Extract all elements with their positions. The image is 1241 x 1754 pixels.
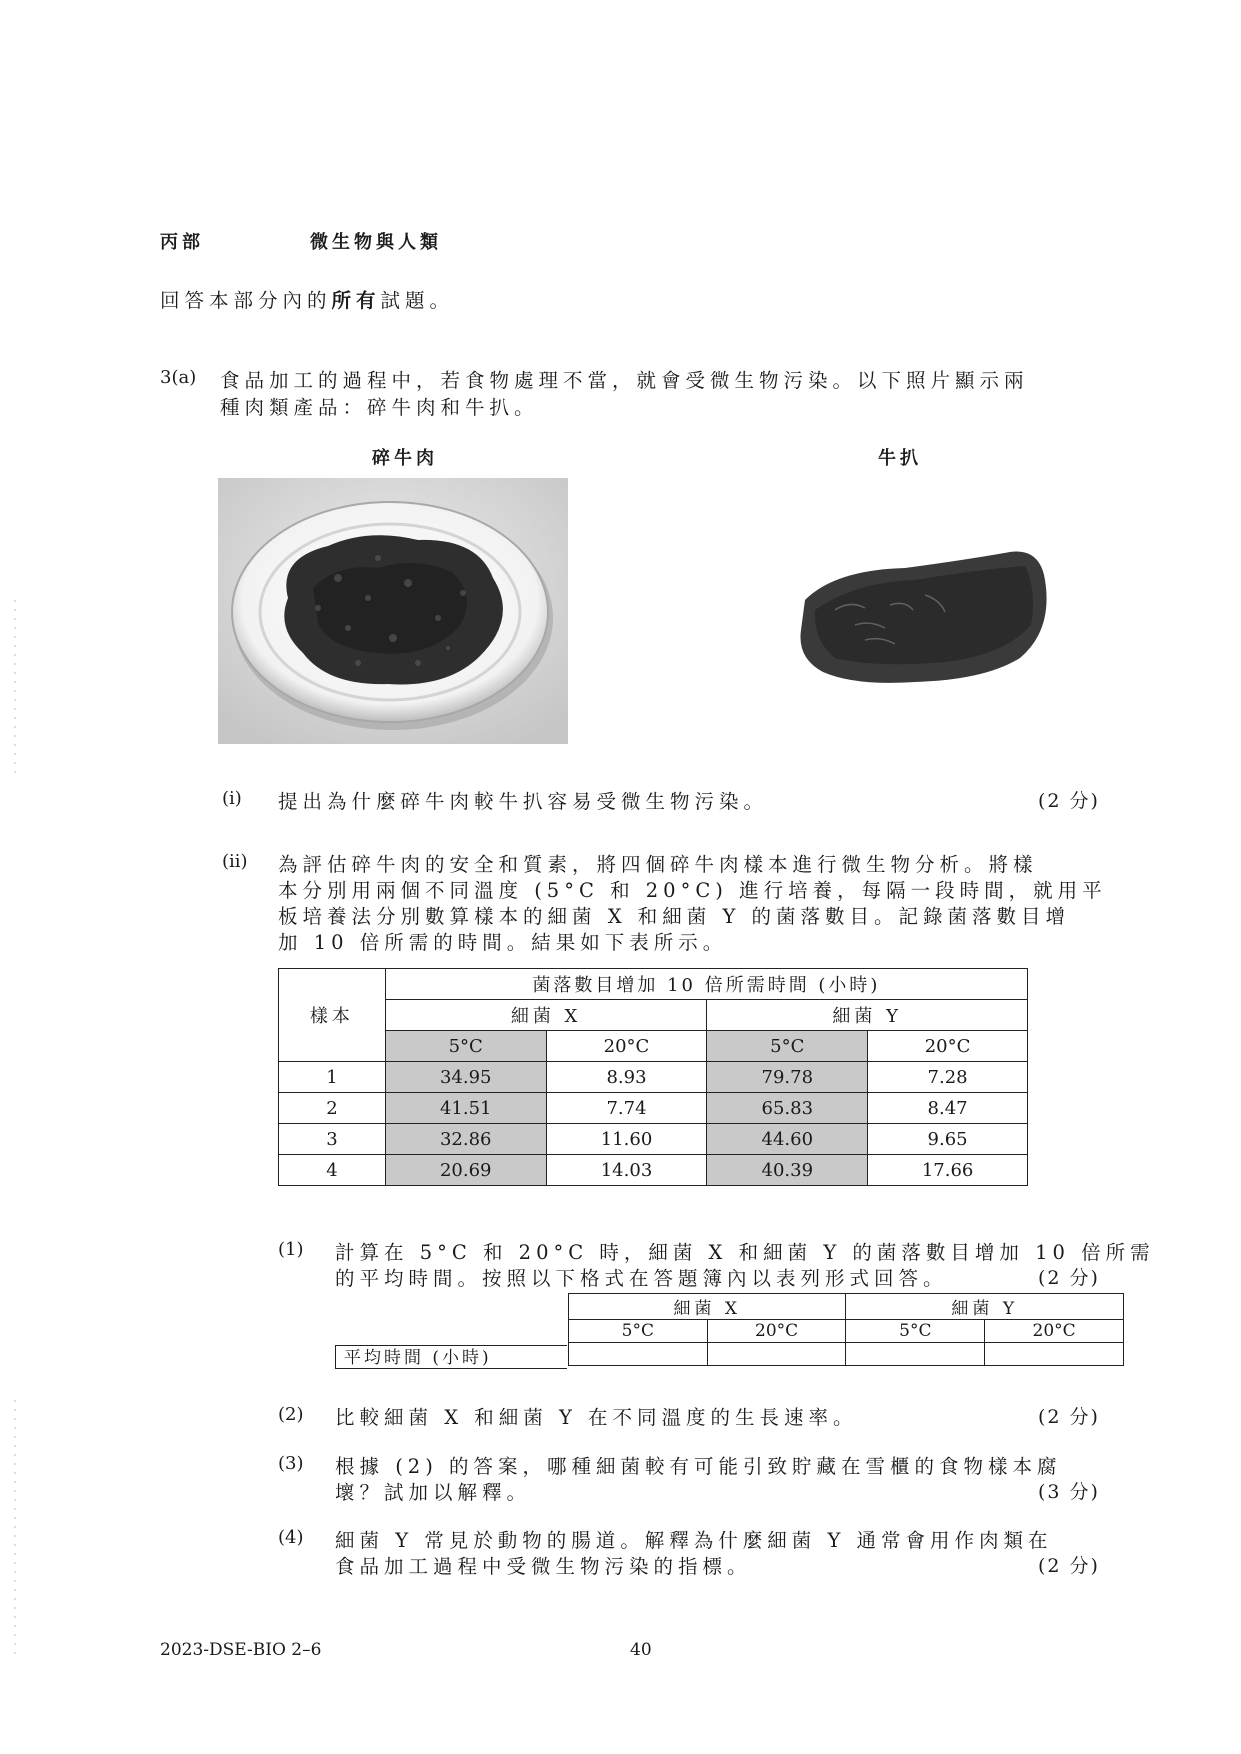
y-20c-value: 7.28 (868, 1062, 1028, 1093)
answer-header-y-5c: 5°C (846, 1320, 985, 1343)
minced-beef-photo (218, 478, 568, 744)
steak-photo (795, 540, 1055, 700)
x-5c-value: 20.69 (385, 1155, 546, 1186)
answer-cell (985, 1343, 1124, 1366)
y-5c-value: 40.39 (707, 1155, 868, 1186)
steak-illustration (795, 540, 1055, 700)
y-5c-value: 79.78 (707, 1062, 868, 1093)
part-number-4: (4) (278, 1527, 304, 1548)
table-row (279, 1062, 1028, 1093)
q-ii-line1: 為評估碎牛肉的安全和質素，將四個碎牛肉樣本進行微生物分析。將樣 (278, 853, 1038, 876)
q1-line2: 的平均時間。按照以下格式在答題簿內以表列形式回答。 (335, 1267, 948, 1290)
header-x-5c: 5°C (385, 1031, 546, 1062)
x-20c-value: 14.03 (546, 1155, 707, 1186)
q4-marks: (2 分) (1038, 1555, 1100, 1577)
q-ii-line4: 加 10 倍所需的時間。結果如下表所示。 (278, 931, 728, 954)
part-number-1: (1) (278, 1239, 304, 1260)
header-y-5c: 5°C (707, 1031, 868, 1062)
answer-cell (707, 1343, 846, 1366)
answer-header-bacteria-y: 細菌 Y (846, 1294, 1124, 1320)
q3a-line1: 食品加工的過程中，若食物處理不當，就會受微生物污染。以下照片顯示兩 (220, 369, 1029, 392)
question-number-3a: 3(a) (160, 367, 197, 388)
scan-margin-marks (14, 600, 16, 780)
answer-header-y-20c: 20°C (985, 1320, 1124, 1343)
sample-number: 2 (279, 1093, 386, 1124)
scan-margin-marks (14, 1400, 16, 1660)
header-x-20c: 20°C (546, 1031, 707, 1062)
q2-text: 比較細菌 X 和細菌 Y 在不同溫度的生長速率。 (335, 1406, 858, 1429)
y-5c-value: 65.83 (707, 1093, 868, 1124)
q-i-text: 提出為什麼碎牛肉較牛扒容易受微生物污染。 (278, 790, 769, 813)
q2-marks: (2 分) (1038, 1406, 1100, 1428)
part-number-2: (2) (278, 1404, 304, 1425)
q4-line2: 食品加工過程中受微生物污染的指標。 (335, 1555, 752, 1578)
q-ii-line2: 本分別用兩個不同溫度 (5°C 和 20°C) 進行培養，每隔一段時間，就用平 (278, 879, 1107, 902)
answer-header-x-5c: 5°C (569, 1320, 708, 1343)
instruction-post: 試題。 (380, 289, 455, 312)
answer-row-label: 平均時間 (小時) (335, 1345, 567, 1369)
table-row (279, 1124, 1028, 1155)
q3-marks: (3 分) (1038, 1481, 1100, 1503)
section-instruction (160, 285, 454, 313)
photo-caption-steak: 牛扒 (878, 448, 922, 469)
subquestion-number-ii: (ii) (222, 851, 248, 872)
answer-cell (846, 1343, 985, 1366)
q3-line1: 根據 (2) 的答案，哪種細菌較有可能引致貯藏在雪櫃的食物樣本腐 (335, 1455, 1062, 1478)
section-label: 丙部 (160, 232, 204, 253)
q-i-marks: (2 分) (1038, 790, 1100, 812)
paper-code: 2023-DSE-BIO 2–6 (160, 1640, 322, 1660)
answer-header-bacteria-x: 細菌 X (569, 1294, 846, 1320)
page-number: 40 (630, 1640, 652, 1660)
table-row (279, 1093, 1028, 1124)
photo-caption-minced-beef: 碎牛肉 (372, 448, 438, 469)
header-main: 菌落數目增加 10 倍所需時間 (小時) (385, 969, 1027, 1000)
q3a-line2: 種肉類產品：碎牛肉和牛扒。 (220, 396, 539, 419)
q-ii-line3: 板培養法分別數算樣本的細菌 X 和細菌 Y 的菌落數目。記錄菌落數目增 (278, 905, 1071, 928)
y-20c-value: 17.66 (868, 1155, 1028, 1186)
instruction-pre: 回答本部分內的 (160, 289, 332, 312)
x-20c-value: 11.60 (546, 1124, 707, 1155)
x-20c-value: 8.93 (546, 1062, 707, 1093)
q1-marks: (2 分) (1038, 1267, 1100, 1289)
y-5c-value: 44.60 (707, 1124, 868, 1155)
x-5c-value: 32.86 (385, 1124, 546, 1155)
answer-cell (569, 1343, 708, 1366)
header-bacteria-x: 細菌 X (385, 1000, 707, 1031)
header-sample: 樣本 (279, 969, 386, 1062)
sample-number: 4 (279, 1155, 386, 1186)
header-y-20c: 20°C (868, 1031, 1028, 1062)
q4-line1: 細菌 Y 常見於動物的腸道。解釋為什麼細菌 Y 通常會用作肉類在 (335, 1529, 1053, 1552)
x-5c-value: 41.51 (385, 1093, 546, 1124)
y-20c-value: 8.47 (868, 1093, 1028, 1124)
header-bacteria-y: 細菌 Y (707, 1000, 1028, 1031)
sample-number: 1 (279, 1062, 386, 1093)
y-20c-value: 9.65 (868, 1124, 1028, 1155)
instruction-bold: 所有 (331, 289, 381, 312)
section-title: 微生物與人類 (310, 232, 442, 253)
answer-format-table (568, 1293, 1124, 1366)
sample-number: 3 (279, 1124, 386, 1155)
part-number-3: (3) (278, 1453, 304, 1474)
x-5c-value: 34.95 (385, 1062, 546, 1093)
answer-header-x-20c: 20°C (707, 1320, 846, 1343)
q3-line2: 壞？試加以解釋。 (335, 1481, 532, 1504)
minced-beef-illustration (218, 478, 568, 744)
results-table (278, 968, 1028, 1186)
subquestion-number-i: (i) (222, 788, 242, 809)
table-row (279, 1155, 1028, 1186)
x-20c-value: 7.74 (546, 1093, 707, 1124)
q1-line1: 計算在 5°C 和 20°C 時，細菌 X 和細菌 Y 的菌落數目增加 10 倍所需 (335, 1241, 1155, 1264)
